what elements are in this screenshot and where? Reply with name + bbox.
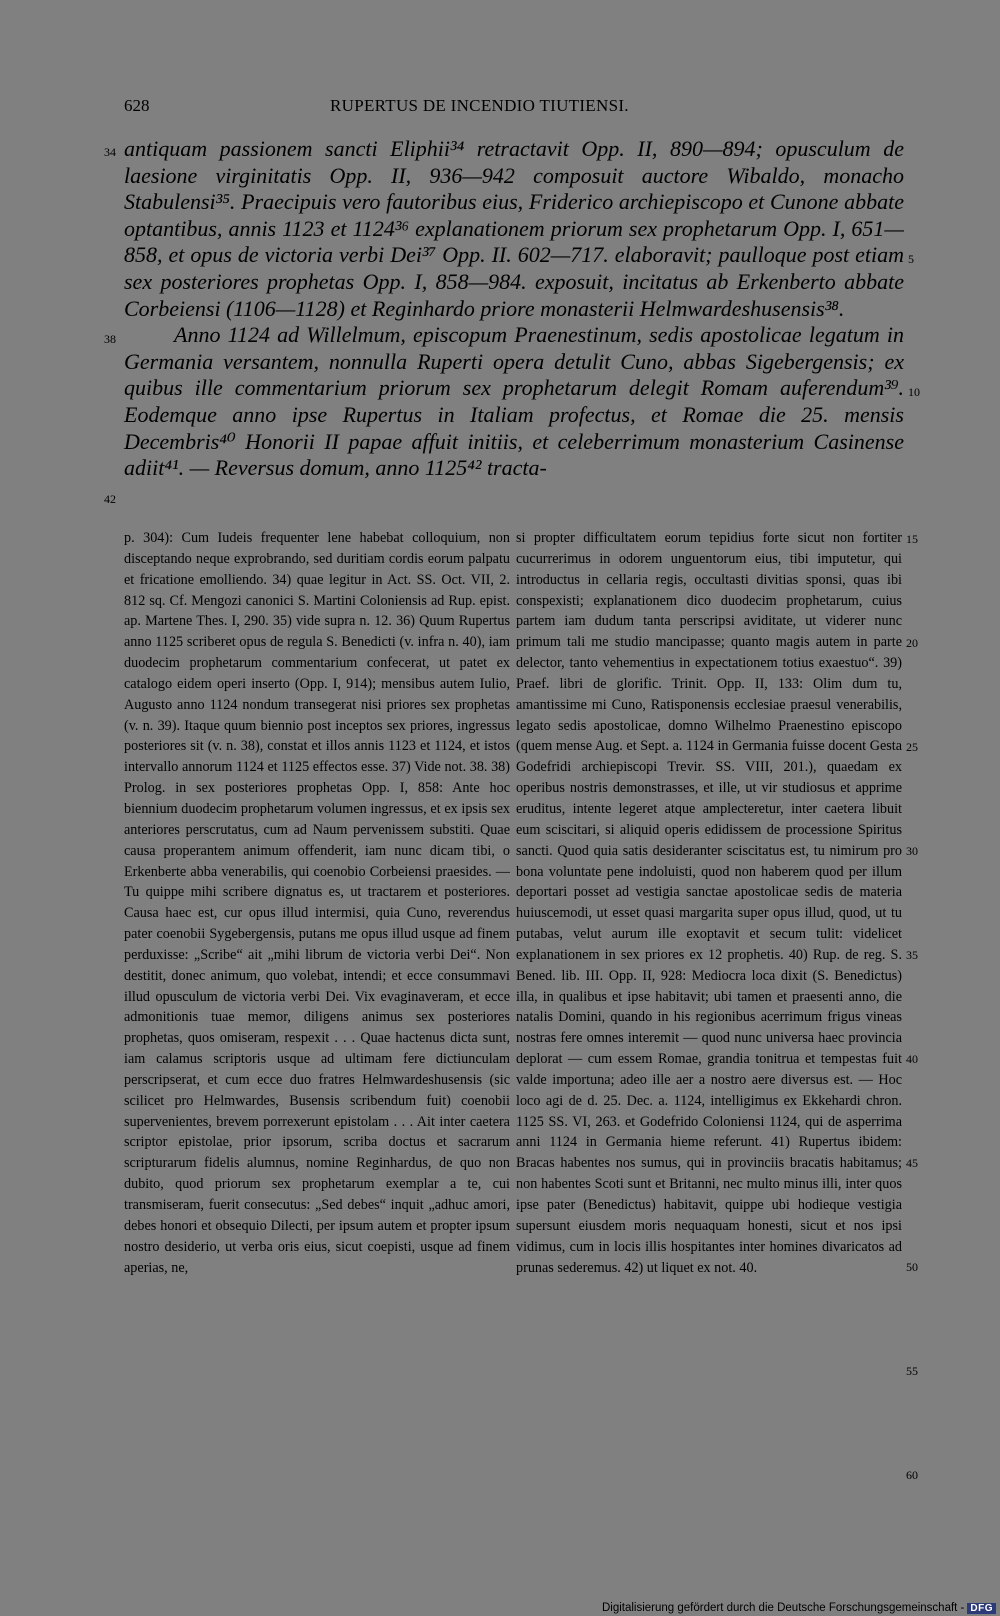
main-paragraph-1: antiquam passionem sancti Eliphii³⁴ retractavit Opp. II, 890—894; opusculum de laesione virginitatis Opp. II, 936—942 composuit auctore Wibaldo, monacho Stabulensi³⁵. Praecipuis vero fautoribus eius, Friderico archiepiscopo et Cunone abbate optantibus, annis 1123 et 1124³⁶ explanationem priorum sex prophetarum Opp. I, 651—858, et opus de victoria verbi Dei³⁷ Opp. II. 602—717. elaboravit; paulloque post etiam sex posteriores prophetas Opp. I, 858—984. exposuit, incitatus ab Erkenberto abbate Corbeiensi (1106—1128) et Reginhardo priore monasterii Helmwardeshusensis³⁸. [124, 136, 904, 321]
footnotes-right-column [516, 528, 902, 1278]
gutter-linenum-left: 38 [104, 332, 116, 346]
footnotes-left-text: p. 304): Cum Iudeis frequenter lene habebat colloquium, non disceptando neque exprobrando, sed duritiam cordis eorum palpatu et fricatione emolliendo. 34) quae legitur in Act. SS. Oct. VII, 2. 812 sq. Cf. Mengozi canonici S. Martini Coloniensis ad Rup. epist. ap. Martene Thes. I, 290. 35) vide supra n. 12. 36) Quum Rupertus anno 1125 scriberet opus de regula S. Benedicti (v. infra n. 40), iam duodecim prophetarum commentarium confecerat, ut patet ex catalogo eidem operi inserto (Opp. I, 914); mensibus autem Iulio, Augusto anno 1124 nondum transegerat nisi priores sex prophetas (v. n. 39). Itaque quum biennio post inceptos sex priores, ingressus posteriores sit (v. n. 38), constat et illos annis 1123 et 1124, et istos intervallo annorum 1124 et 1125 effectos esse. 37) Vide not. 38. 38) Prolog. in sex posteriores prophetas Opp. I, 858: Ante hoc biennium duodecim prophetarum volumen ingressus, et ex ipsis sex anteriores perscrutatus, cum ad Naum pervenissem substiti. Quae causa properantem animum offenderit, iam nunc dicam tibi, o Erkenberte abba venerabilis, qui coenobio Corbeiensi praesides. — Tu quippe mihi scribere dignatus es, ut tractarem et posteriores. Causa haec est, cur opus illud intermisi, quia Cuno, reverendus pater coenobii Sygebergensis, putans me opus illud usque ad finem perduxisse: „Scribe“ ait „mihi librum de victoria verbi Dei“. Non destitit, donec animum, quo volebat, intendi; et ecce consummavi illud opusculum de victoria verbi Dei. Vix evaginaveram, et ecce admonitionis tuae memor, diligens animus sex posteriores prophetas, quos omiseram, respexit . . . Quae hactenus dicta sunt, iam calamus scriptoris usque ad ultimam fere dictiunculam perscripserat, et cum ecce duo fratres Helmwardeshusensis (sic scilicet pro Helmwardes, Busensis scribendum fuit) coenobii supervenientes, brevem porrexerunt epistolam . . . Ait inter caetera scriptor epistolae, prior ipsorum, scriba doctus et sacrarum scripturarum fidelis alumnus, nomine Reginhardus, de quo non dubito, quod priorum sex prophetarum exemplar a te, cui transmiseram, fuerit consecutus: „Sed debes“ inquit „adhuc amori, debes honori et obsequio Dilecti, per ipsum autem et propter ipsum nostro desiderio, ut verba oris eius, sicut coepisti, usque ad finem aperias, ne, [124, 530, 510, 1276]
note-linenum: 55 [906, 1364, 918, 1378]
note-linenum: 40 [906, 1052, 918, 1066]
running-title: RUPERTUS DE INCENDIO TIUTIENSI. [330, 96, 629, 115]
note-linenum: 50 [906, 1260, 918, 1274]
page-number: 628 [124, 96, 150, 115]
dfg-logo: DFG [967, 1603, 996, 1614]
gutter-linenum-right: 5 [908, 252, 914, 266]
gutter-linenum-left: 34 [104, 145, 116, 159]
note-linenum: 30 [906, 844, 918, 858]
note-linenum: 35 [906, 948, 918, 962]
footer-text: Digitalisierung gefördert durch die Deutsche Forschungsgemeinschaft - [601, 1602, 965, 1614]
main-text [124, 136, 904, 482]
gutter-linenum-right: 10 [908, 385, 920, 399]
note-linenum: 15 [906, 532, 918, 546]
note-linenum: 25 [906, 740, 918, 754]
footer-credit [602, 1602, 996, 1614]
note-linenum: 20 [906, 636, 918, 650]
footnotes-right-text: si propter difficultatem eorum tepidius forte sicut non fortiter cucurrerimus in odorem unguentorum eius, tibi imputetur, qui introductus in cellaria regis, occultasti divitias sponsi, quas ibi conspexisti; explanationem dico duodecim prophetarum, cuius partem iam dudum tanta perscripsi aviditate, ut viderer nunc primum tali me studio mancipasse; quanto magis autem in parte delector, tanto vehementius in expectationem totius exaestuo“. 39) Praef. libri de glorific. Trinit. Opp. II, 133: Olim dum tu, amantissime mi Cuno, Ratisponensis ecclesiae praesul venerabilis, legato sedis apostolicae, domno Wilhelmo Praenestino episcopo (quem mense Aug. et Sept. a. 1124 in Germania fuisse docent Gesta Godefridi archiepiscopi Trevir. SS. VIII, 201.), quaedam ex operibus nostris demonstrasses, et ille, ut vir studiosus et apprime eruditus, intente legeret atque amplecteretur, inter caetera libuit eum sciscitari, si aliquid operis edidissem de processione Spiritus sancti. Quod quia satis desideranter sciscitatus est, tu nimirum pro bona voluntate pene indoluisti, quod non haberem quod per illum deportari posset ad vestigia sanctae apostolicae sedis de materia huiuscemodi, ut esset quasi margarita super opus illud, quod, ut tu putabas, velut aurum ille exoptavit et secum tulit: videlicet explanationem in sex priores ex 12 prophetis. 40) Rup. de reg. S. Bened. lib. III. Opp. II, 928: Mediocra loca dixit (S. Benedictus) illa, in qualibus et ipse habitavit; ubi tamen et praesenti anno, die natalis Domini, quando in his regionibus acerrimum frigus vineas nostras fere omnes interemit — quod nunc universa haec provincia deplorat — cum essem Romae, grandia tonitrua et tempestas fuit valde importuna; adeo ille aer a nostro aere diversus est. — Hoc loco agi de d. 25. Dec. a. 1124, intelligimus ex Ekkehardi chron. 1125 SS. VI, 263. et Godefrido Coloniensi 1124, qui de asperrima anni 1124 in Germania hieme referunt. 41) Rupertus ibidem: Bracas habentes nos sumus, qui in provinciis bracatis habitamus; non habentes Scoti sunt et Britanni, nec multo minus illi, inter quos ipse pater (Benedictus) habitavit, quippe ubi hodieque vestigia supersunt eiusdem moris nequaquam honesti, sicut et nos ipsi vidimus, cum in locis illis hospitantes inter homines divaricatos ad prunas sederemus. 42) ut liquet ex not. 40. [516, 530, 902, 1276]
footnotes-left-column [124, 528, 510, 1278]
note-linenum: 60 [906, 1468, 918, 1482]
note-linenum: 45 [906, 1156, 918, 1170]
main-paragraph-2: Anno 1124 ad Willelmum, episcopum Praenestinum, sedis apostolicae legatum in Germania versantem, nonnulla Ruperti opera detulit Cuno, abbas Sigebergensis; ex quibus ille commentarium priorum sex prophetarum delegit Romam auferendum³⁹. Eodemque anno ipse Rupertus in Italiam profectus, et Romae die 25. mensis Decembris⁴⁰ Honorii II papae affuit initiis, et celeberrimum monasterium Casinense adiit⁴¹. — Reversus domum, anno 1125⁴² tracta- [124, 322, 904, 481]
gutter-linenum-left: 42 [104, 492, 116, 506]
